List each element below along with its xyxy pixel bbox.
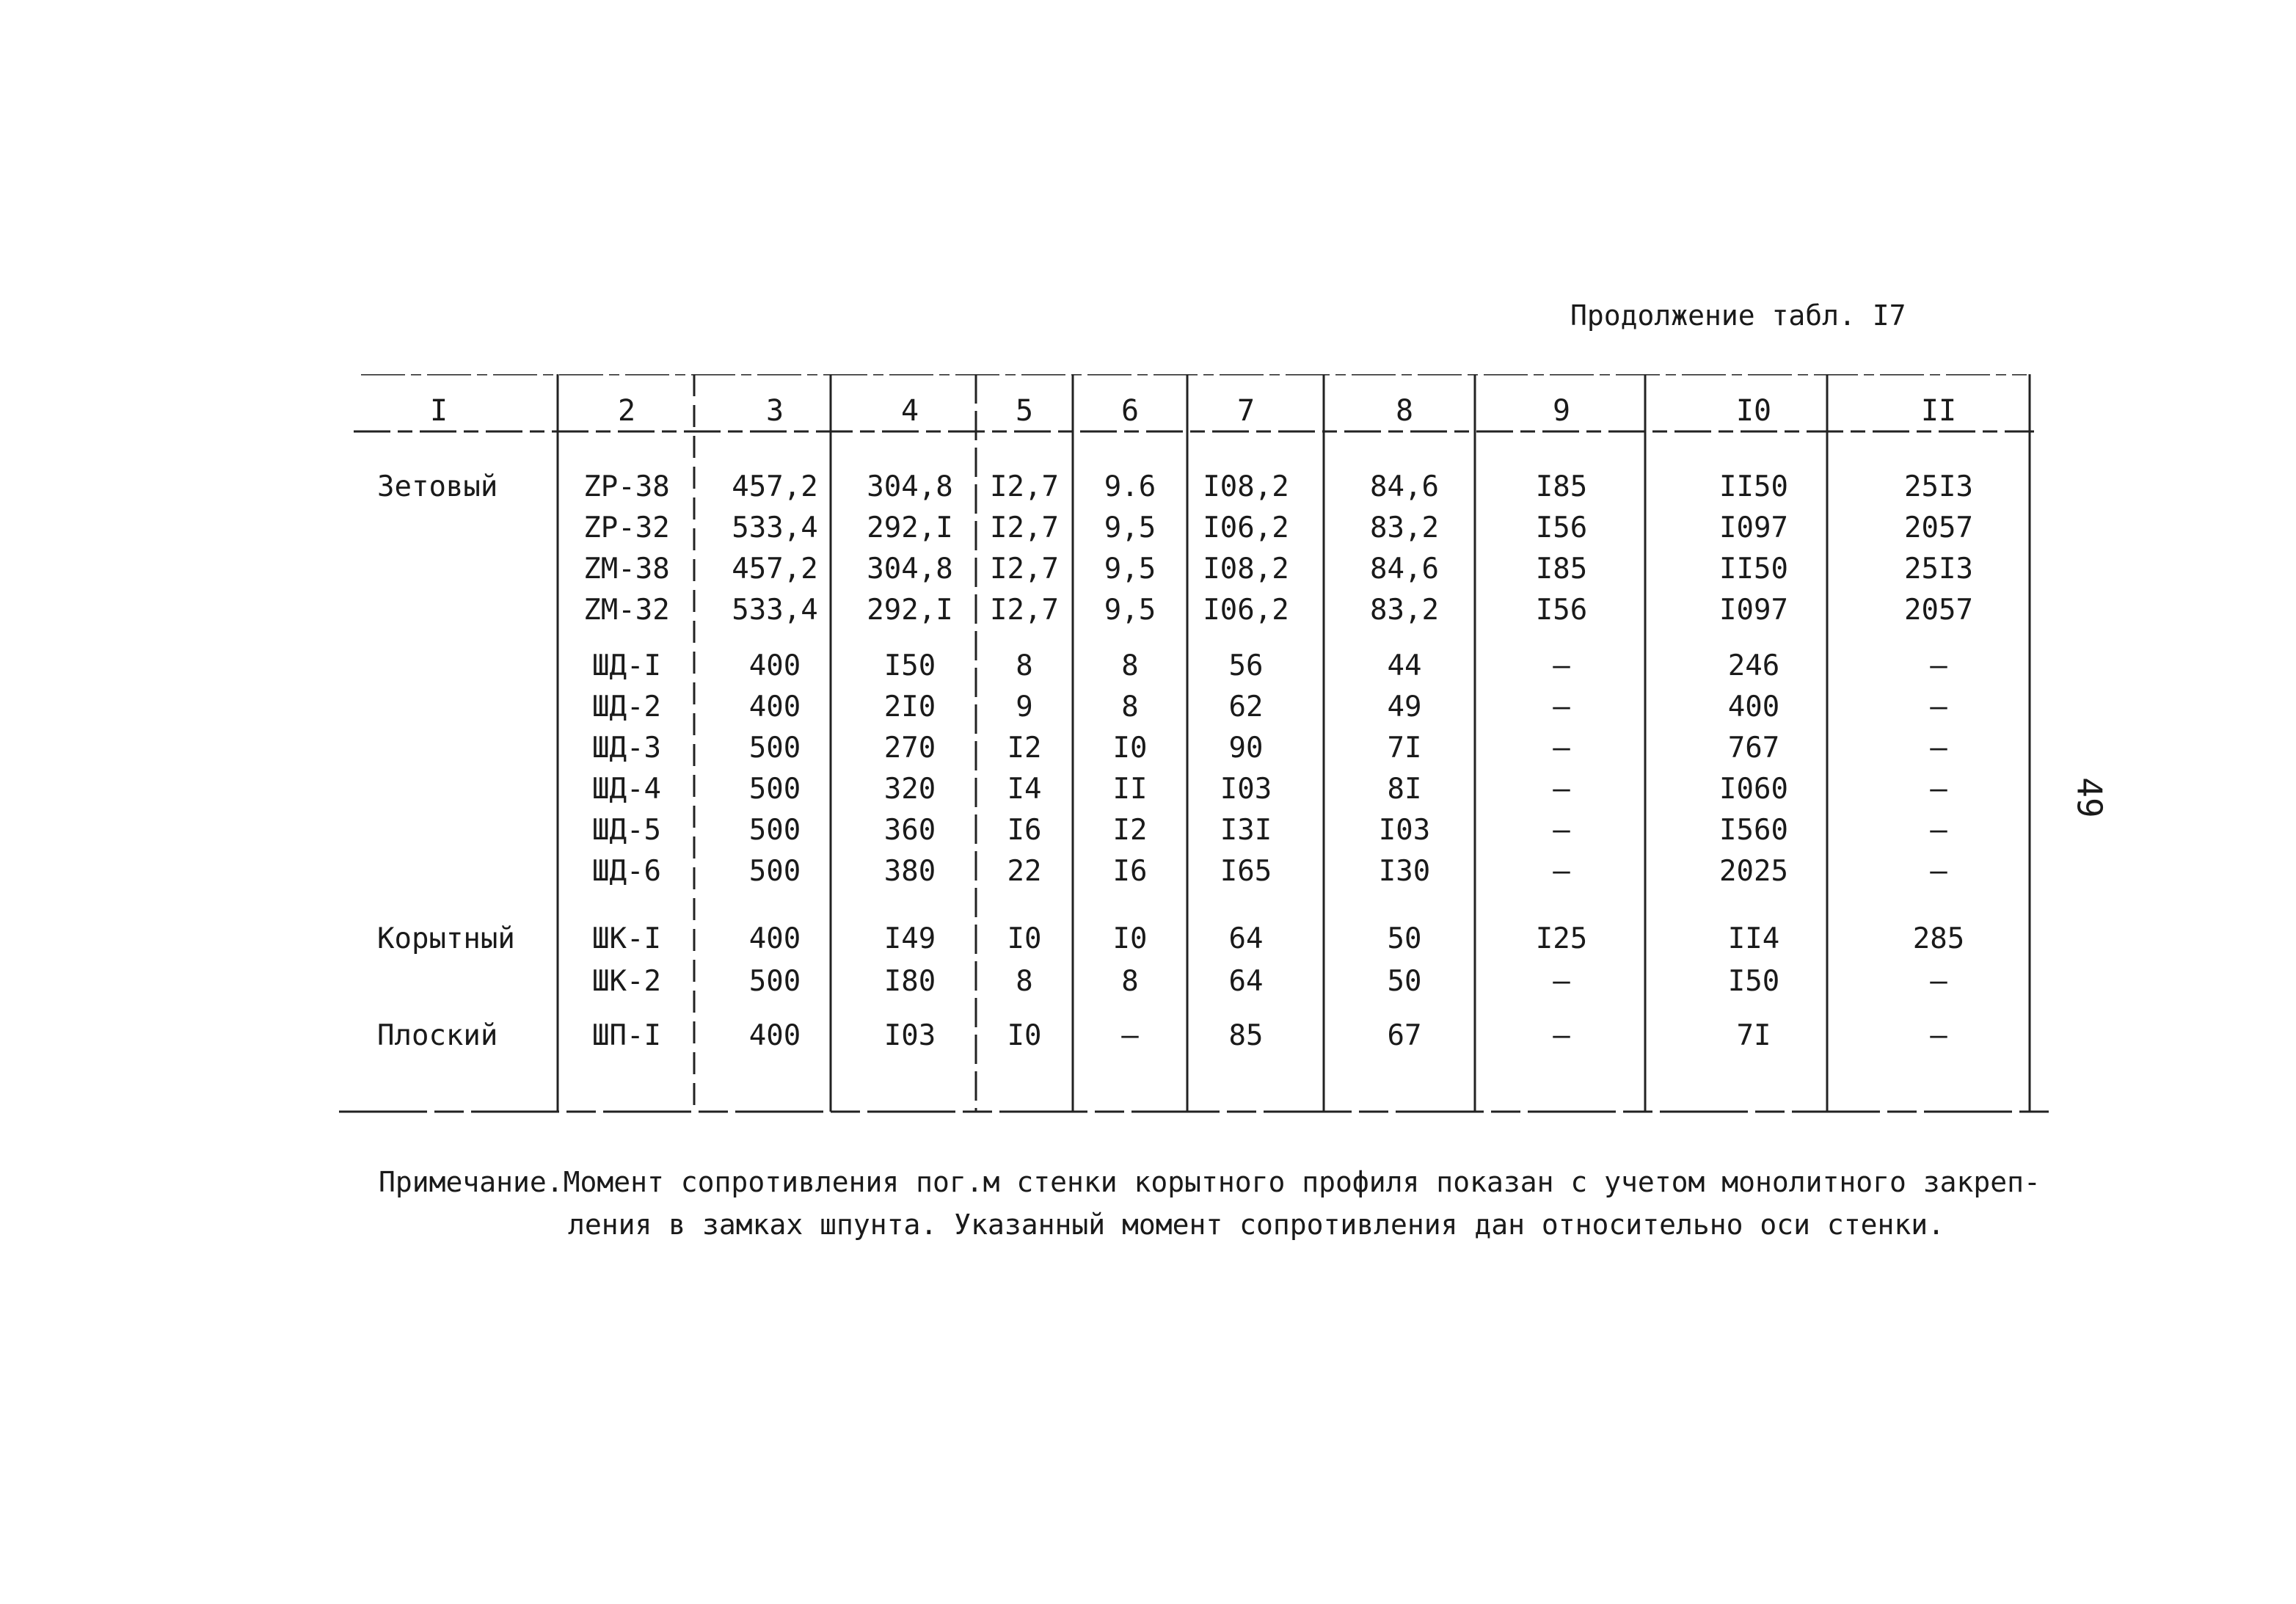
table-cell: 9,5 [1104,553,1156,586]
table-cell: 533,4 [732,594,818,627]
table-cell: 25I3 [1904,470,1973,503]
table-cell: ZP-38 [583,470,670,503]
table-cell: – [1930,814,1947,847]
table-cell: I06,2 [1203,511,1289,544]
table-cell: – [1930,855,1947,888]
table-cell: 270 [883,732,936,765]
table-cell: – [1930,732,1947,765]
table-cell: 457,2 [732,553,818,586]
table-cell: 2057 [1904,594,1973,627]
table-cell: ШК-I [592,922,661,955]
table-cell: I2,7 [990,511,1059,544]
table-cell: I097 [1719,594,1788,627]
header-cell: 4 [900,394,919,428]
table-cell: 83,2 [1370,594,1439,627]
table-cell: – [1553,965,1570,998]
table-cell: I560 [1719,814,1788,847]
table-cell: – [1930,773,1947,806]
table-cell: 8 [1121,649,1139,682]
table-cell: I2,7 [990,594,1059,627]
table-cell: I0 [1112,922,1148,955]
table-cell: – [1553,1019,1570,1052]
table-cell: 285 [1912,922,1965,955]
table-cell: I08,2 [1203,470,1289,503]
table-cell: 457,2 [732,470,818,503]
data-table [339,374,2056,1115]
table-cell: I0 [1007,922,1042,955]
table-cell: 400 [1727,690,1780,723]
table-cell: 292,I [867,594,953,627]
table-cell: 8 [1016,965,1033,998]
table-cell: I25 [1535,922,1588,955]
table-cell: 2I0 [883,690,936,723]
table-cell: 50 [1387,965,1422,998]
table-cell: 85 [1228,1019,1264,1052]
table-cell: – [1930,1019,1947,1052]
table-cell: ZP-32 [583,511,670,544]
page-number: 49 [2069,777,2110,818]
table-note [379,1161,2041,1246]
table-cell: 500 [748,965,801,998]
table-cell: 400 [748,649,801,682]
table-cell: I2,7 [990,470,1059,503]
table-cell: 2025 [1719,855,1788,888]
table-cell: I50 [883,649,936,682]
table-cell: I097 [1719,511,1788,544]
table-cell: 500 [748,773,801,806]
table-cell: – [1553,732,1570,765]
table-cell: – [1553,690,1570,723]
table-cell: 400 [748,690,801,723]
table-cell: I80 [883,965,936,998]
table-cell: – [1930,965,1947,998]
table-cell: 50 [1387,922,1422,955]
table-cell: 9,5 [1104,594,1156,627]
table-cell: ШД-3 [592,732,661,765]
table-cell: 25I3 [1904,553,1973,586]
table-cell: 22 [1007,855,1042,888]
header-cell: 9 [1552,394,1571,428]
table-cell: 533,4 [732,511,818,544]
table-cell: 767 [1727,732,1780,765]
table-cell: ZM-38 [583,553,670,586]
table-cell: I06,2 [1203,594,1289,627]
table-cell: – [1553,814,1570,847]
table-caption: Продолжение табл. I7 [1570,299,1906,332]
header-cell: I [429,394,448,428]
table-cell: II [1112,773,1148,806]
table-cell: 83,2 [1370,511,1439,544]
table-cell: 44 [1387,649,1422,682]
table-cell: 64 [1228,965,1264,998]
table-cell: 84,6 [1370,470,1439,503]
table-cell: 304,8 [867,470,953,503]
table-cell: 67 [1387,1019,1422,1052]
note-line-2: ления в замках шпунта. Указанный момент сопротивления дан относительно оси стенки. [568,1209,1945,1241]
table-cell: II50 [1719,470,1788,503]
table-cell: I03 [883,1019,936,1052]
table-cell: 7I [1736,1019,1771,1052]
table-cell: II50 [1719,553,1788,586]
table-cell: I2 [1112,814,1148,847]
table-cell: 84,6 [1370,553,1439,586]
table-cell: II4 [1727,922,1780,955]
table-cell: I6 [1112,855,1148,888]
table-cell: ШД-2 [592,690,661,723]
header-cell: I0 [1735,394,1772,428]
table-cell: – [1553,649,1570,682]
table-cell: I56 [1535,594,1588,627]
header-cell: 6 [1120,394,1140,428]
table-cell: 500 [748,855,801,888]
table-cell: 64 [1228,922,1264,955]
table-cell: 9 [1016,690,1033,723]
table-cell: – [1121,1019,1139,1052]
table-cell: I85 [1535,470,1588,503]
table-cell: I56 [1535,511,1588,544]
table-cell: – [1553,773,1570,806]
table-cell: ZM-32 [583,594,670,627]
table-cell: I0 [1112,732,1148,765]
profile-type-cell: Корытный [377,922,515,955]
table-cell: 500 [748,732,801,765]
table-cell: I2 [1007,732,1042,765]
table-cell: ШД-I [592,649,661,682]
table-cell: 304,8 [867,553,953,586]
table-cell: – [1553,855,1570,888]
table-cell: 8 [1121,965,1139,998]
table-cell: 292,I [867,511,953,544]
table-cell: I3I [1220,814,1272,847]
header-cell: II [1920,394,1957,428]
table-cell: 8I [1387,773,1422,806]
table-cell: ШД-6 [592,855,661,888]
table-cell: – [1930,690,1947,723]
profile-type-cell: Плоский [377,1019,498,1052]
table-cell: – [1930,649,1947,682]
table-cell: 2057 [1904,511,1973,544]
table-cell: 400 [748,922,801,955]
table-cell: ШК-2 [592,965,661,998]
table-cell: 9,5 [1104,511,1156,544]
table-cell: I65 [1220,855,1272,888]
table-cell: 320 [883,773,936,806]
table-cell: 8 [1121,690,1139,723]
table-cell: I08,2 [1203,553,1289,586]
table-cell: I060 [1719,773,1788,806]
table-cell: 9.6 [1104,470,1156,503]
note-line-1: Примечание.Момент сопротивления пог.м стенки корытного профиля показан с учетом монолитного закреп- [379,1166,2041,1198]
table-cell: I2,7 [990,553,1059,586]
header-cell: 5 [1015,394,1034,428]
table-cell: I03 [1220,773,1272,806]
profile-type-cell: Зетовый [377,470,498,503]
table-cell: 62 [1228,690,1264,723]
header-cell: 7 [1236,394,1255,428]
table-cell: 8 [1016,649,1033,682]
table-cell: I03 [1378,814,1431,847]
table-cell: 90 [1228,732,1264,765]
table-cell: 56 [1228,649,1264,682]
table-cell: 49 [1387,690,1422,723]
table-cell: ШД-5 [592,814,661,847]
table-cell: I6 [1007,814,1042,847]
table-cell: 380 [883,855,936,888]
table-cell: 400 [748,1019,801,1052]
table-cell: I50 [1727,965,1780,998]
header-cell: 2 [617,394,636,428]
table-cell: I49 [883,922,936,955]
table-cell: I30 [1378,855,1431,888]
table-cell: 360 [883,814,936,847]
table-cell: ШП-I [592,1019,661,1052]
table-cell: 246 [1727,649,1780,682]
table-cell: 500 [748,814,801,847]
table-cell: I4 [1007,773,1042,806]
table-cell: ШД-4 [592,773,661,806]
table-cell: I0 [1007,1019,1042,1052]
header-cell: 8 [1395,394,1414,428]
table-cell: I85 [1535,553,1588,586]
header-cell: 3 [765,394,784,428]
table-cell: 7I [1387,732,1422,765]
